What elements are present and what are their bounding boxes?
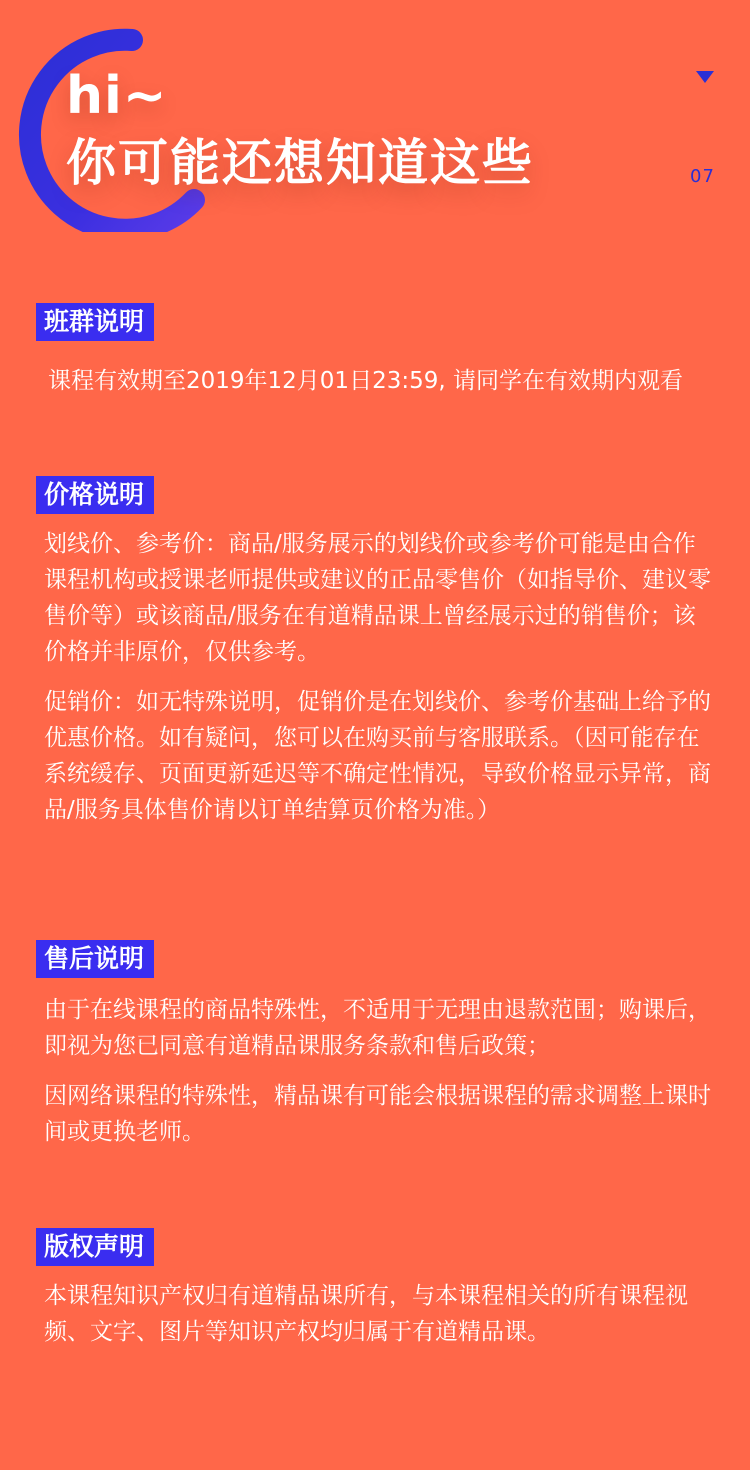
section-paragraph: 课程有效期至2019年12月01日23:59, 请同学在有效期内观看 [48,368,683,394]
section-title: 班群说明 [36,303,154,341]
section-title: 价格说明 [36,476,154,514]
section-paragraph: 划线价、参考价：商品/服务展示的划线价或参考价可能是由合作课程机构或授课老师提供或建议的正品零售价（如指导价、建议零售价等）或该商品/服务在有道精品课上曾经展示过的销售价；该价格并非原价，仅供参考。 [44,531,711,665]
section-paragraph: 促销价：如无特殊说明，促销价是在划线价、参考价基础上给予的优惠价格。如有疑问，您可以在购买前与客服联系。（因可能存在系统缓存、页面更新延迟等不确定性情况，导致价格显示异常，商品/服务具体售价请以订单结算页价格为准。） [44,689,711,823]
decorative-ring [4,22,214,232]
section-paragraph: 本课程知识产权归有道精品课所有，与本课程相关的所有课程视频、文字、图片等知识产权均归属于有道精品课。 [44,1283,688,1345]
section-copyright [36,1228,716,1350]
section-after-sales [36,940,716,1150]
triangle-down-icon [696,71,714,83]
section-paragraph: 由于在线课程的商品特殊性，不适用于无理由退款范围；购课后，即视为您已同意有道精品课服务条款和售后政策； [44,997,711,1059]
section-paragraph: 因网络课程的特殊性，精品课有可能会根据课程的需求调整上课时间或更换老师。 [44,1083,711,1145]
section-title: 版权声明 [36,1228,154,1266]
greeting-hi: hi~ [66,66,168,126]
page-headline: 你可能还想知道这些 [66,134,534,192]
section-title: 售后说明 [36,940,154,978]
section-price [36,476,716,828]
section-class-group [36,303,716,399]
page-number: 07 [690,166,715,187]
